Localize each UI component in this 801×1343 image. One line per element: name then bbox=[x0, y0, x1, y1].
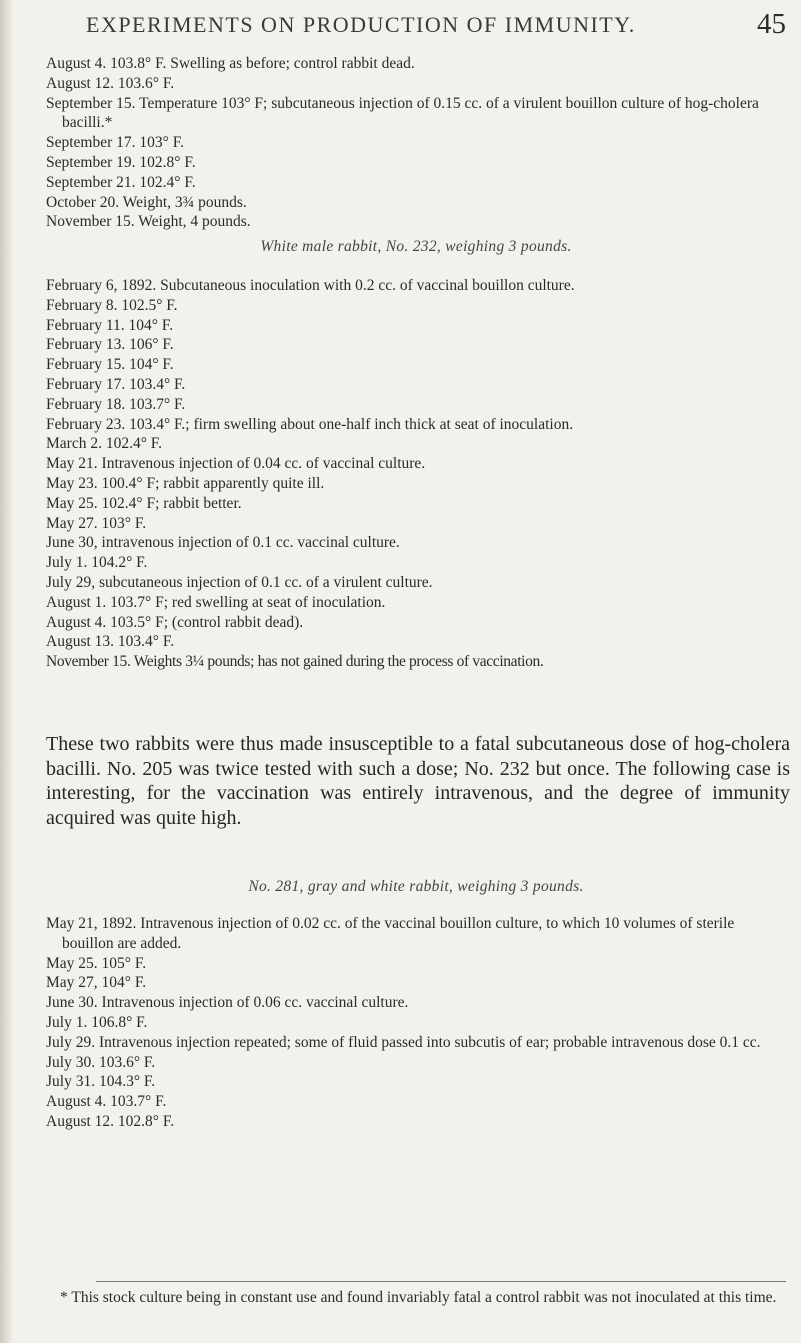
footnote-rule bbox=[96, 1281, 786, 1282]
log-entry: June 30, intravenous injection of 0.1 cc. vaccinal culture. bbox=[46, 534, 400, 552]
log-entry: June 30. Intravenous injection of 0.06 cc. vaccinal culture. bbox=[46, 994, 409, 1012]
log-entry: February 15. 104° F. bbox=[46, 356, 174, 374]
log-entry: September 19. 102.8° F. bbox=[46, 153, 196, 171]
log-entry: May 21, 1892. Intravenous injection of 0.02 cc. of the vaccinal bouillon culture, to which 10 volumes of sterile bouillon are added. bbox=[46, 915, 735, 952]
log-entry: September 15. Temperature 103° F; subcutaneous injection of 0.15 cc. of a virulent bouillon culture of hog-cholera bacilli.* bbox=[46, 94, 759, 132]
log-entry: July 30. 103.6° F. bbox=[46, 1053, 156, 1071]
log-entry: February 13. 106° F. bbox=[46, 336, 174, 354]
log-entry: February 11. 104° F. bbox=[46, 316, 174, 334]
body-paragraph: These two rabbits were thus made insusceptible to a fatal subcutaneous dose of hog-cholera bacilli. No. 205 was twice tested with such a dose; No. 232 but once. The following case is interesting, for the vaccination was entirely intravenous, and the degree of immunity acquired was quite high. bbox=[46, 733, 790, 829]
log-entry: August 12. 103.6° F. bbox=[46, 74, 175, 92]
log-entry: July 29, subcutaneous injection of 0.1 cc. of a virulent culture. bbox=[46, 573, 433, 591]
section-2-heading-wrap bbox=[46, 238, 786, 256]
log-entry: October 20. Weight, 3¾ pounds. bbox=[46, 193, 247, 211]
log-entry: November 15. Weight, 4 pounds. bbox=[46, 213, 251, 231]
log-entry: July 1. 104.2° F. bbox=[46, 554, 148, 572]
log-entry: February 8. 102.5° F. bbox=[46, 296, 178, 314]
log-entry: March 2. 102.4° F. bbox=[46, 435, 163, 453]
running-title: EXPERIMENTS ON PRODUCTION OF IMMUNITY. bbox=[86, 12, 636, 37]
log-entry: November 15. Weights 3¼ pounds; has not gained during the process of vaccination. bbox=[46, 653, 544, 671]
log-entry: May 27. 103° F. bbox=[46, 514, 147, 532]
log-entry: February 18. 103.7° F. bbox=[46, 395, 186, 413]
section-3-log bbox=[46, 914, 786, 1132]
log-entry: September 21. 102.4° F. bbox=[46, 173, 196, 191]
log-entry: February 6, 1892. Subcutaneous inoculation with 0.2 cc. of vaccinal bouillon culture. bbox=[46, 277, 575, 294]
section-heading: No. 281, gray and white rabbit, weighing 3 pounds. bbox=[248, 878, 584, 895]
log-entry: May 27, 104° F. bbox=[46, 974, 147, 992]
log-entry: August 4. 103.7° F. bbox=[46, 1093, 167, 1111]
log-entry: August 13. 103.4° F. bbox=[46, 633, 175, 651]
section-2-log bbox=[46, 276, 786, 672]
log-entry: August 12. 102.8° F. bbox=[46, 1112, 175, 1130]
running-head bbox=[86, 8, 786, 42]
log-entry: September 17. 103° F. bbox=[46, 134, 184, 152]
log-entry: July 1. 106.8° F. bbox=[46, 1013, 148, 1031]
log-entry: May 25. 105° F. bbox=[46, 954, 147, 972]
log-entry: May 21. Intravenous injection of 0.04 cc. of vaccinal culture. bbox=[46, 455, 426, 473]
log-entry: July 31. 104.3° F. bbox=[46, 1073, 156, 1091]
log-entry: July 29. Intravenous injection repeated; some of fluid passed into subcutis of ear; probable intravenous dose 0.1 cc. bbox=[46, 1033, 761, 1051]
log-entry: August 4. 103.8° F. Swelling as before; control rabbit dead. bbox=[46, 55, 415, 72]
page-number: 45 bbox=[757, 8, 786, 40]
log-entry: February 23. 103.4° F.; firm swelling about one-half inch thick at seat of inoculation. bbox=[46, 415, 574, 433]
section-3-heading-wrap bbox=[46, 878, 786, 896]
log-entry: August 1. 103.7° F; red swelling at seat of inoculation. bbox=[46, 593, 386, 611]
log-entry: August 4. 103.5° F; (control rabbit dead). bbox=[46, 613, 304, 631]
log-entry: May 23. 100.4° F; rabbit apparently quite ill. bbox=[46, 474, 325, 492]
footnote: * This stock culture being in constant use and found invariably fatal a control rabbit was not inoculated at this time. bbox=[60, 1289, 777, 1306]
log-entry: February 17. 103.4° F. bbox=[46, 375, 186, 393]
section-heading: White male rabbit, No. 232, weighing 3 pounds. bbox=[260, 238, 572, 255]
section-1-log bbox=[46, 54, 786, 232]
log-entry: May 25. 102.4° F; rabbit better. bbox=[46, 494, 242, 512]
